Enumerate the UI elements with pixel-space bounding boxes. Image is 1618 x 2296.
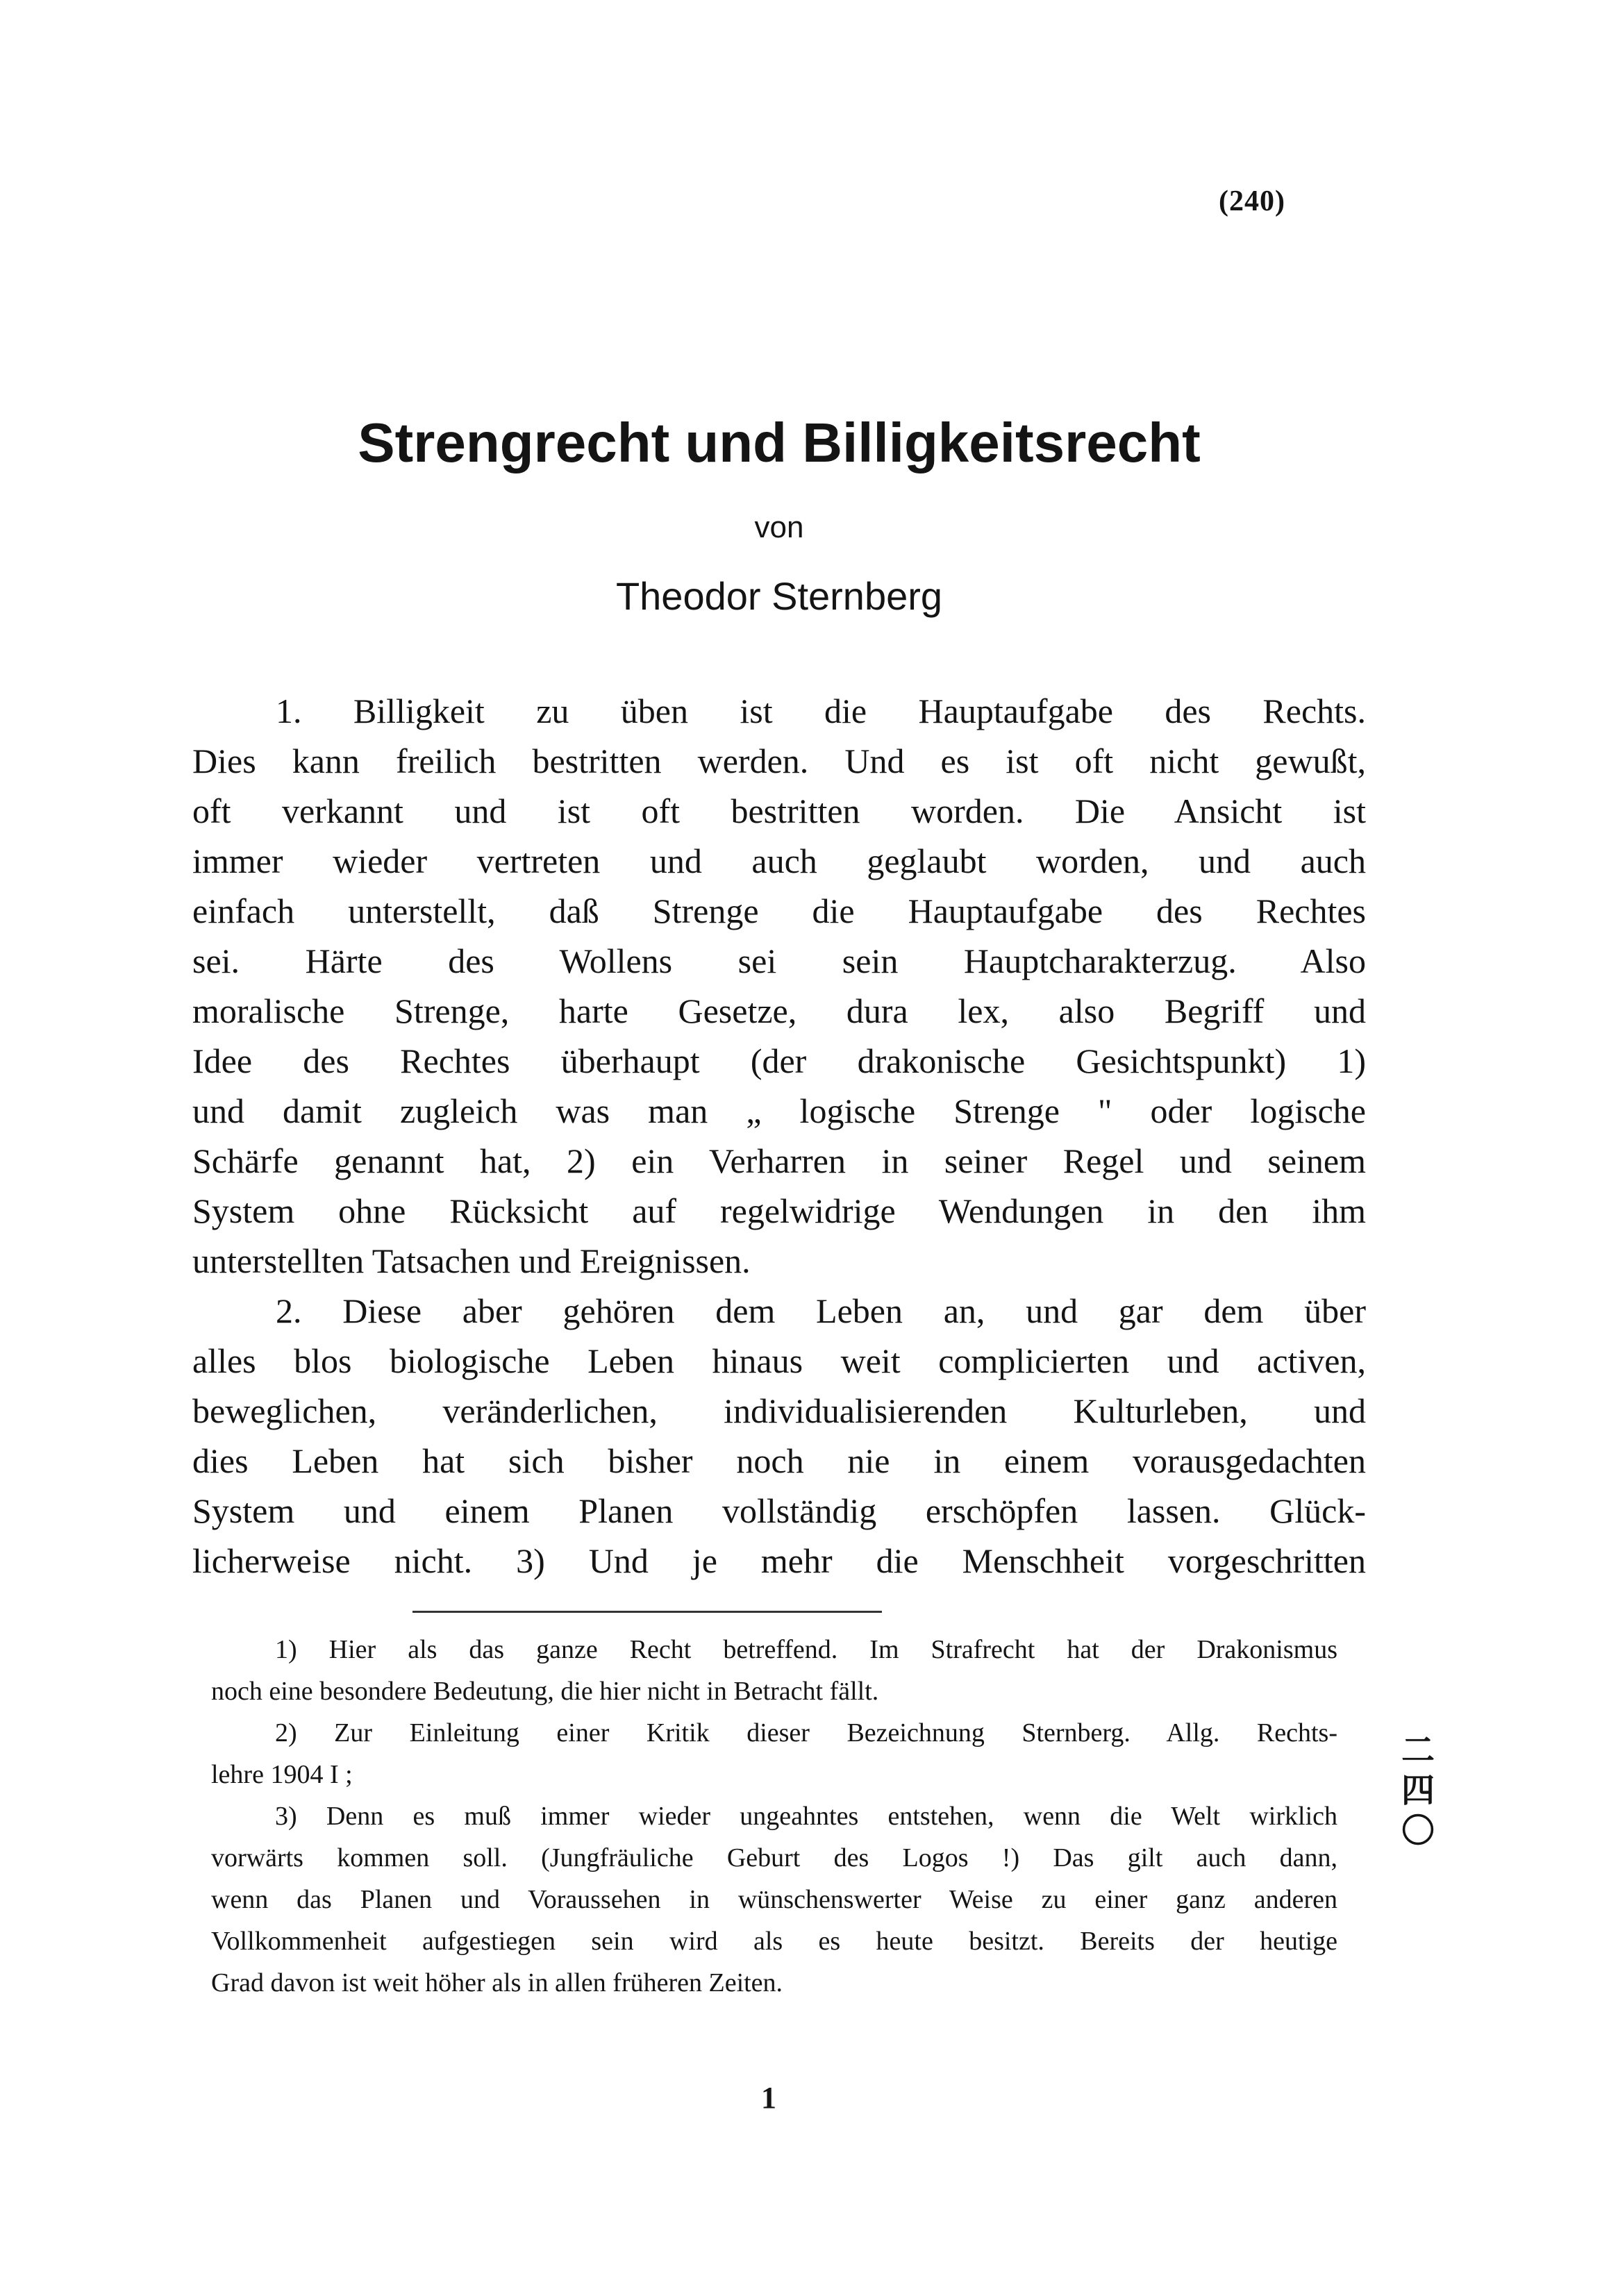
margin-char: 四 <box>1401 1771 1435 1810</box>
footnote-line: vorwärts kommen soll. (Jungfräuliche Geburt des Logos !) Das gilt auch dann, <box>211 1843 1337 1872</box>
margin-page-mark <box>1397 1730 1439 1851</box>
author-name: Theodor Sternberg <box>615 574 943 618</box>
article-title: Strengrecht und Billigkeitsrecht <box>358 412 1201 474</box>
body-line: Dies kann freilich bestritten werden. Und es ist oft nicht gewußt, <box>192 741 1366 780</box>
footnote-line: 3) Denn es muß immer wieder ungeahntes entstehen, wenn die Welt wirklich <box>275 1802 1337 1831</box>
margin-char: 二 <box>1401 1731 1435 1770</box>
byline: von <box>754 510 804 544</box>
body-line: beweglichen, veränderlichen, individualisierenden Kulturleben, und <box>192 1391 1366 1430</box>
body-line: immer wieder vertreten und auch geglaubt worden, und auch <box>192 841 1366 880</box>
body-line: oft verkannt und ist oft bestritten worden. Die Ansicht ist <box>192 791 1366 830</box>
footnote-line: noch eine besondere Bedeutung, die hier nicht in Betracht fällt. <box>211 1677 879 1706</box>
body-line: 2. Diese aber gehören dem Leben an, und gar dem über <box>276 1291 1366 1330</box>
footnote-line: Grad davon ist weit höher als in allen früheren Zeiten. <box>211 1968 783 1997</box>
body-line: alles blos biologische Leben hinaus weit complicierten und activen, <box>192 1341 1366 1380</box>
body-line: moralische Strenge, harte Gesetze, dura lex, also Begriff und <box>192 991 1366 1030</box>
body-line: System und einem Planen vollständig erschöpfen lassen. Glück- <box>192 1491 1366 1530</box>
body-line: sei. Härte des Wollens sei sein Hauptcharakterzug. Also <box>192 941 1366 980</box>
body-line: licherweise nicht. 3) Und je mehr die Menschheit vorgeschritten <box>192 1541 1366 1580</box>
footnotes <box>211 1629 1337 2004</box>
margin-char: 〇 <box>1401 1811 1435 1850</box>
body-line: 1. Billigkeit zu üben ist die Hauptaufgabe des Rechts. <box>276 692 1366 730</box>
body-line: dies Leben hat sich bisher noch nie in einem vorausgedachten <box>192 1441 1366 1480</box>
body-line: einfach unterstellt, daß Strenge die Hauptaufgabe des Rechtes <box>192 891 1366 930</box>
body-line: und damit zugleich was man „ logische Strenge " oder logische <box>192 1091 1366 1130</box>
footnote-line: lehre 1904 I ; <box>211 1760 353 1789</box>
footnote-line: wenn das Planen und Voraussehen in wünschenswerter Weise zu einer ganz anderen <box>211 1885 1337 1914</box>
body-line: Idee des Rechtes überhaupt (der drakonische Gesichtspunkt) 1) <box>192 1041 1366 1080</box>
signature-mark: 1 <box>761 2081 776 2115</box>
footnote-divider <box>412 1611 882 1613</box>
body-text <box>192 686 1366 1586</box>
page-number: (240) <box>1219 185 1285 217</box>
body-line: System ohne Rücksicht auf regelwidrige Wendungen in den ihm <box>192 1191 1366 1230</box>
footnote-line: 1) Hier als das ganze Recht betreffend. Im Strafrecht hat der Drakonismus <box>275 1635 1337 1664</box>
body-line: unterstellten Tatsachen und Ereignissen. <box>192 1241 751 1280</box>
body-line: Schärfe genannt hat, 2) ein Verharren in seiner Regel und seinem <box>192 1141 1366 1180</box>
footnote-line: Vollkommenheit aufgestiegen sein wird als es heute besitzt. Bereits der heutige <box>211 1927 1337 1956</box>
footnote-line: 2) Zur Einleitung einer Kritik dieser Bezeichnung Sternberg. Allg. Rechts- <box>275 1718 1337 1748</box>
